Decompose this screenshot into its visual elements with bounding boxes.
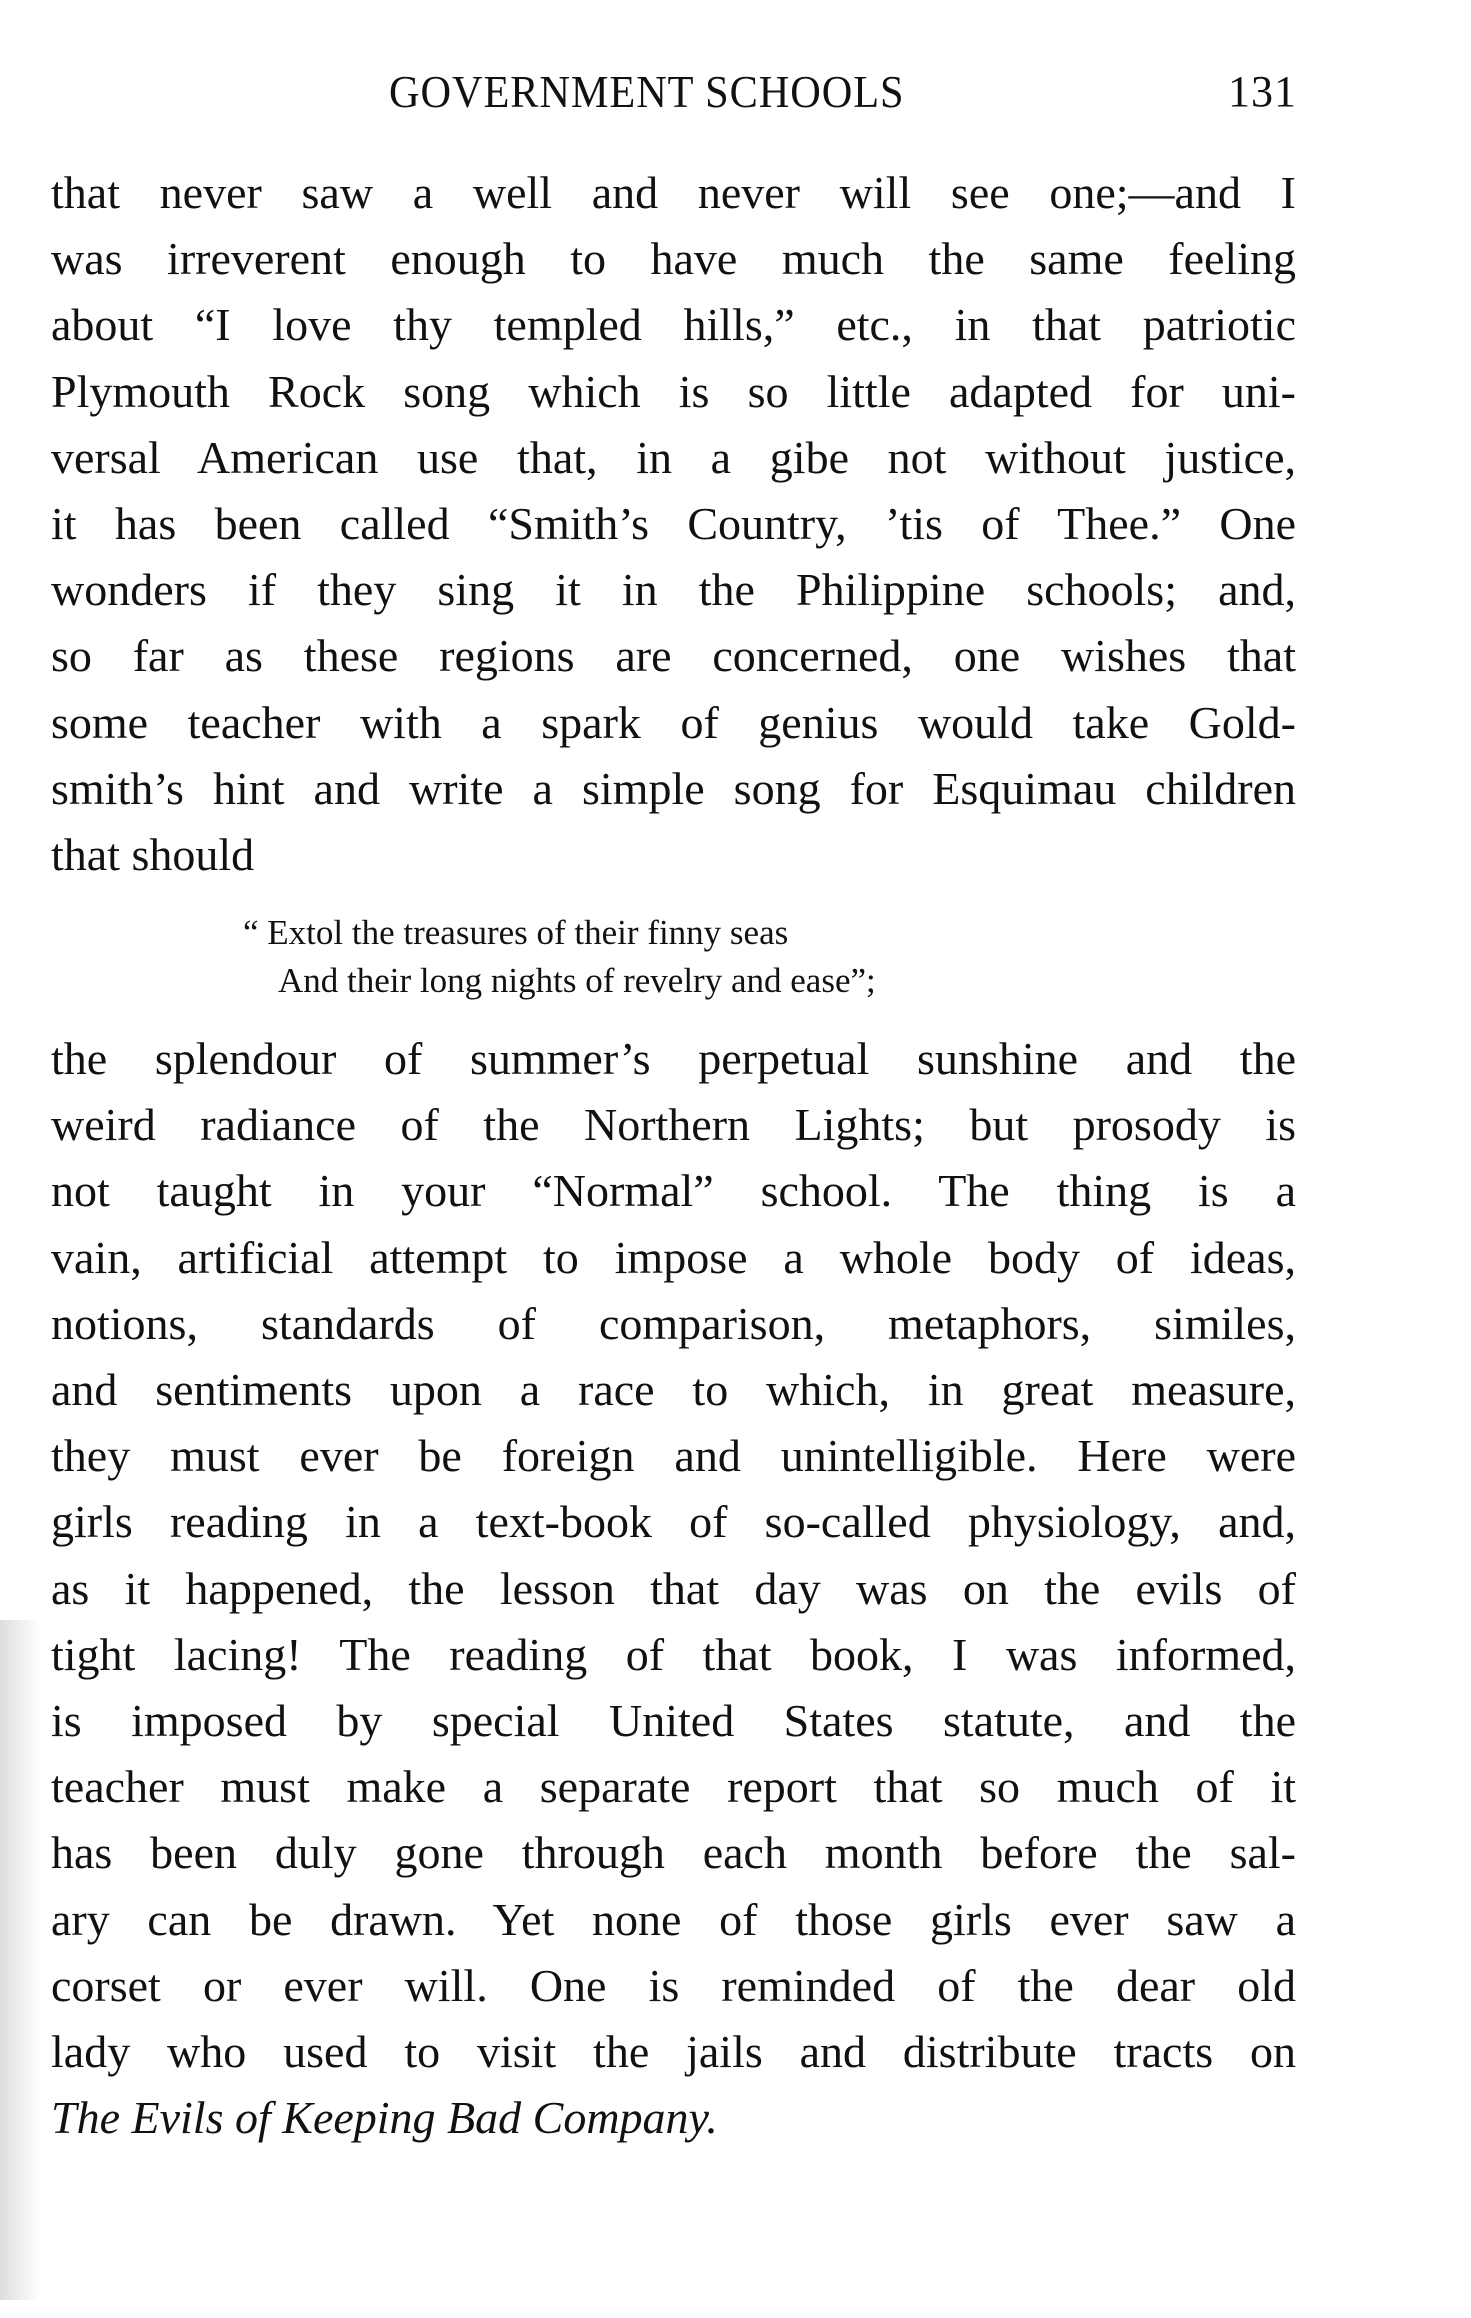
text-line: girls reading in a text-book of so-called physiology, and, xyxy=(51,1496,1296,1548)
text-line: has been duly gone through each month before the sal- xyxy=(51,1827,1296,1879)
text-line: corset or ever will. One is reminded of the dear old xyxy=(51,1959,1296,2011)
page-number: 131 xyxy=(1228,67,1297,116)
running-head: GOVERNMENT SCHOOLS xyxy=(389,66,905,117)
text-line: that should xyxy=(51,829,255,880)
text-line: The Evils of Keeping Bad Company. xyxy=(51,2092,718,2144)
text-line: about “I love thy templed hills,” etc., in that patriotic xyxy=(51,299,1296,351)
text-line: smith’s hint and write a simple song for Esquimau children xyxy=(51,762,1296,814)
verse-line-1: “ Extol the treasures of their finny seas xyxy=(243,913,789,952)
text-line: notions, standards of comparison, metaphors, similes, xyxy=(51,1297,1296,1349)
text-line: they must ever be foreign and unintelligible. Here were xyxy=(51,1430,1296,1482)
text-line: vain, artificial attempt to impose a whole body of ideas, xyxy=(51,1231,1296,1283)
text-line: Plymouth Rock song which is so little adapted for uni- xyxy=(51,365,1296,417)
text-line: it has been called “Smith’s Country, ’tis of Thee.” One xyxy=(51,498,1296,549)
text-line: as it happened, the lesson that day was on the evils of xyxy=(51,1562,1296,1614)
text-line: is imposed by special United States statute, and the xyxy=(51,1695,1296,1746)
scan-edge-shadow xyxy=(0,1620,40,2300)
text-line: tight lacing! The reading of that book, I was informed, xyxy=(51,1628,1296,1680)
text-line: so far as these regions are concerned, one wishes that xyxy=(51,630,1296,682)
text-line: weird radiance of the Northern Lights; but prosody is xyxy=(51,1099,1296,1151)
text-line: wonders if they sing it in the Philippine schools; and, xyxy=(51,564,1296,616)
text-line: and sentiments upon a race to which, in great measure, xyxy=(51,1364,1296,1415)
text-line: the splendour of summer’s perpetual sunshine and the xyxy=(51,1033,1296,1084)
verse-line-2: And their long nights of revelry and ease”; xyxy=(278,961,876,1000)
text-line: ary can be drawn. Yet none of those girls ever saw a xyxy=(51,1893,1296,1945)
text-line: teacher must make a separate report that so much of it xyxy=(51,1761,1296,1813)
text-line: some teacher with a spark of genius would take Gold- xyxy=(51,696,1296,748)
text-line: lady who used to visit the jails and distribute tracts on xyxy=(51,2026,1296,2077)
text-line: was irreverent enough to have much the same feeling xyxy=(51,233,1296,285)
text-line: that never saw a well and never will see one;—and I xyxy=(51,167,1296,218)
text-line: versal American use that, in a gibe not without justice, xyxy=(51,431,1296,483)
text-line: not taught in your “Normal” school. The thing is a xyxy=(51,1165,1296,1217)
